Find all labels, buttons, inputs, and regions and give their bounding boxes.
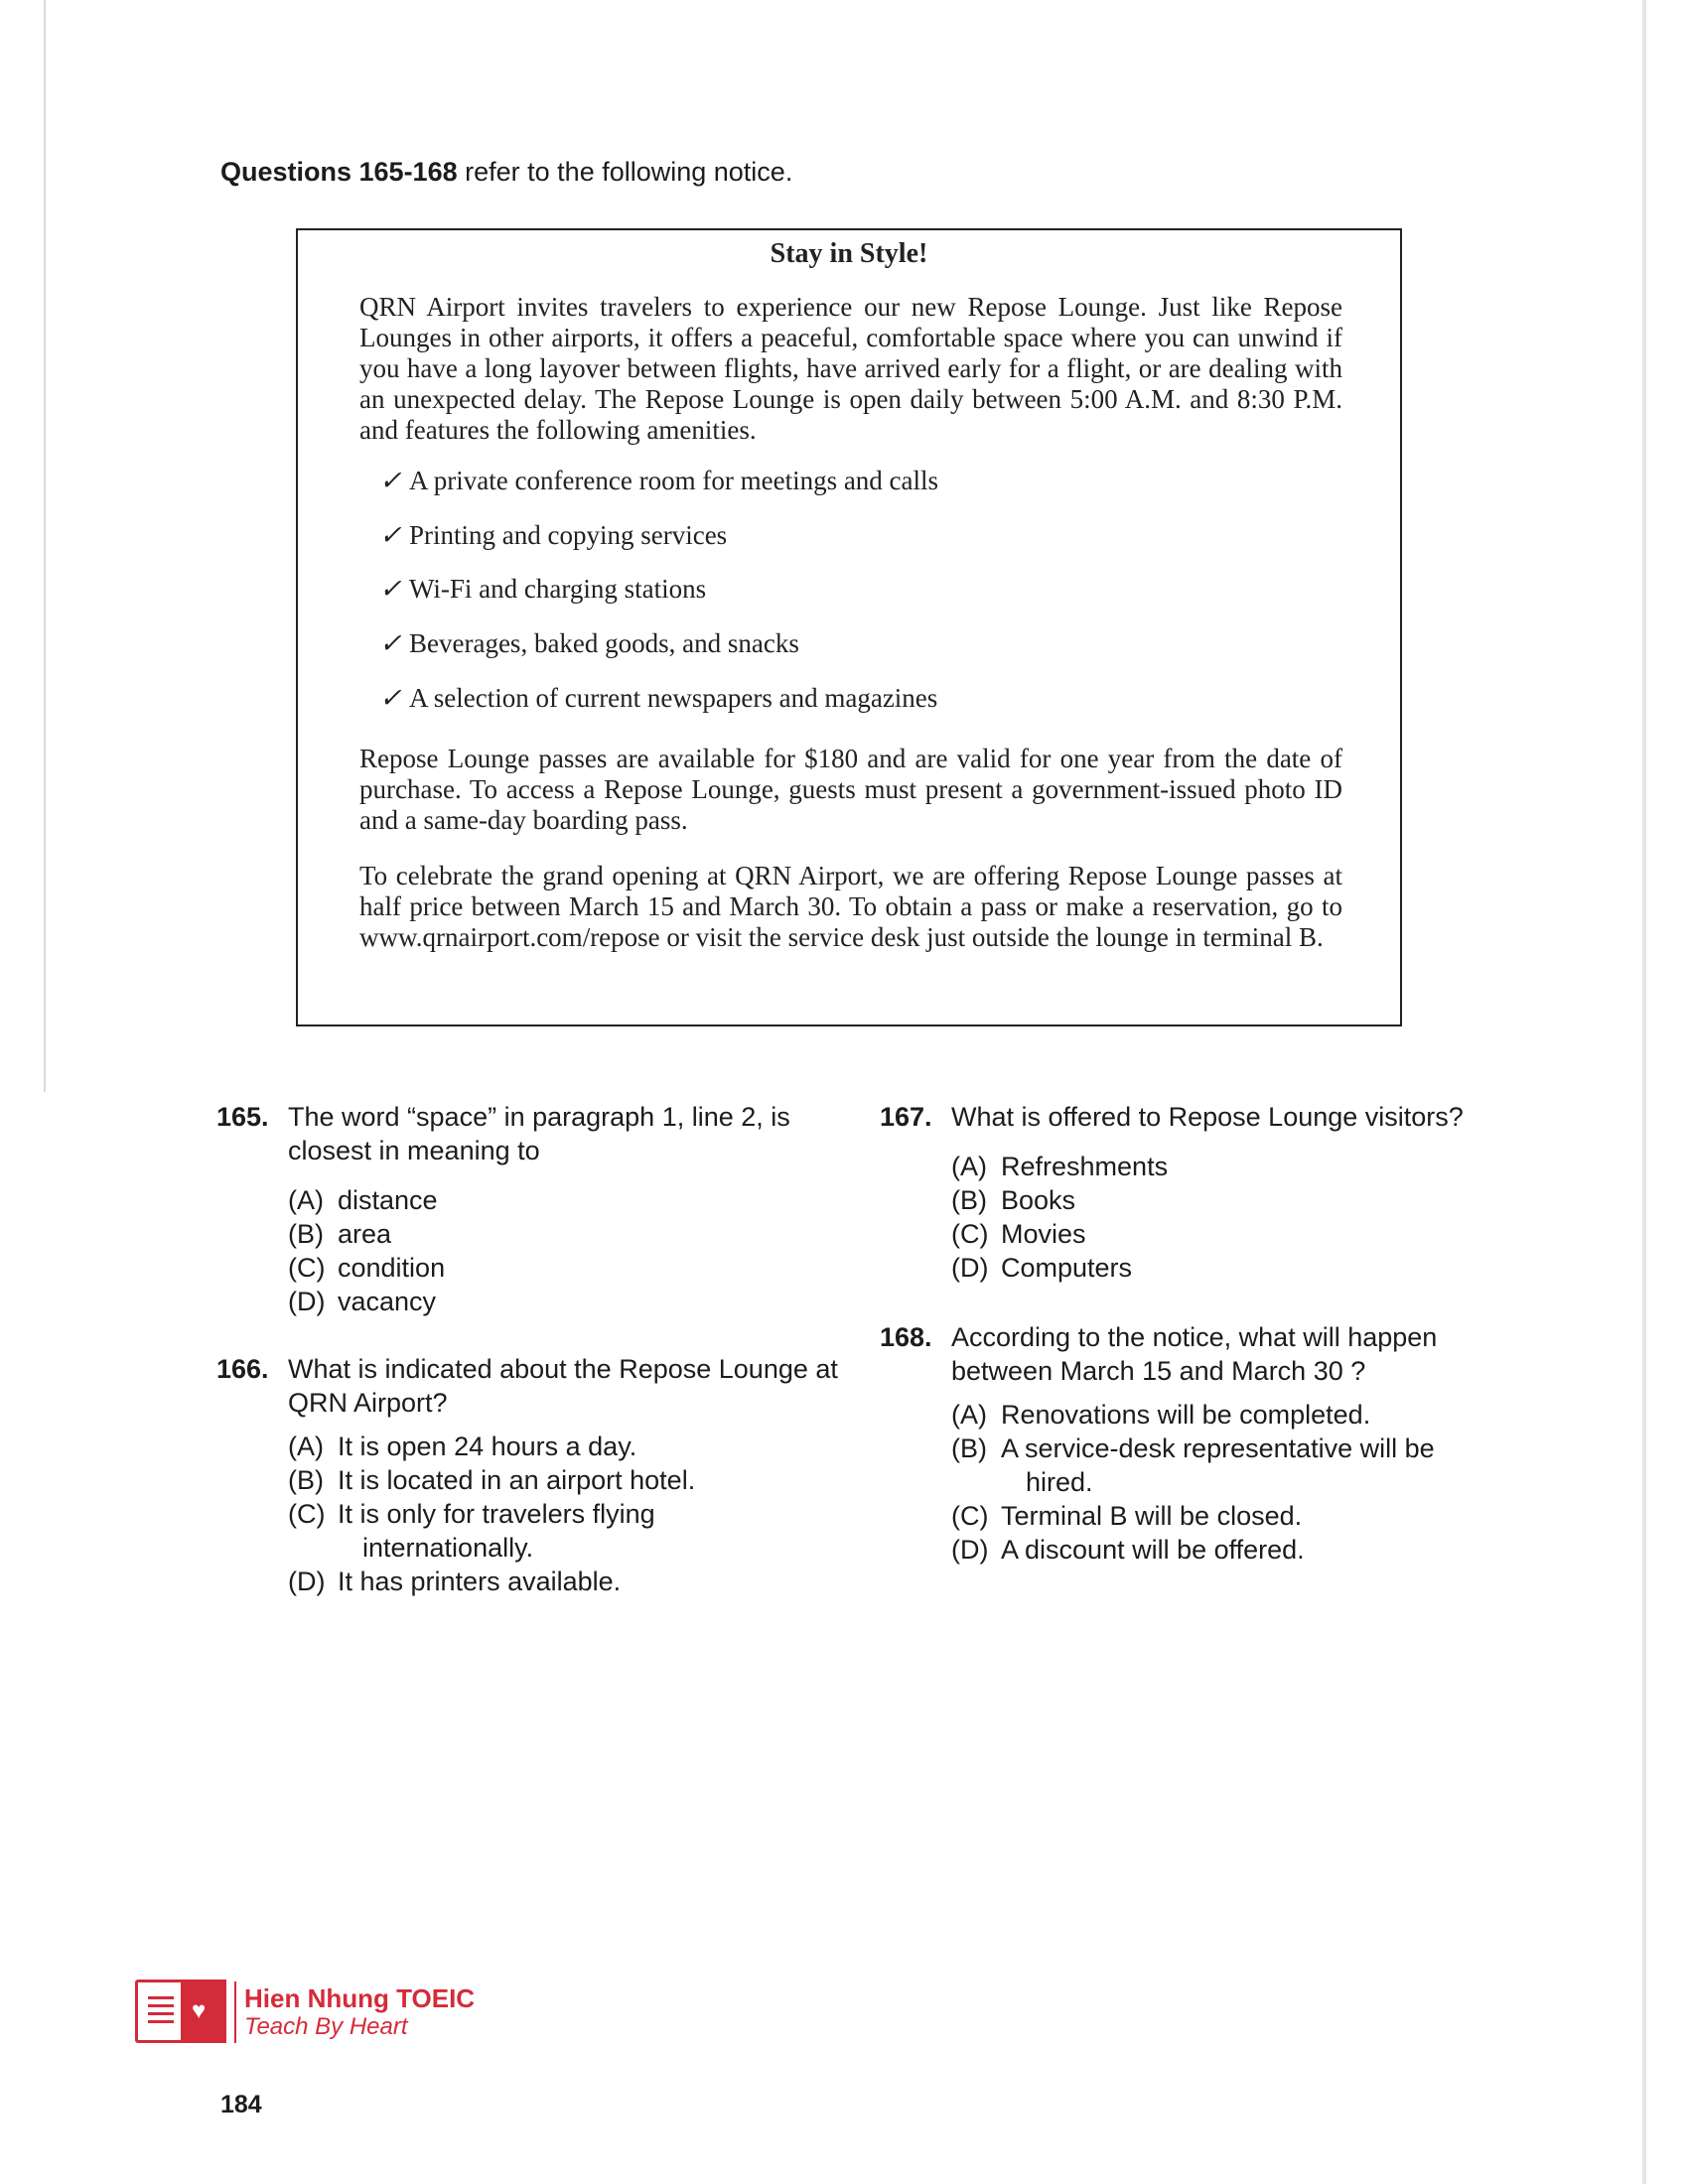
brand-name: Hien Nhung TOEIC [244,1983,476,2013]
option-text: vacancy [338,1287,437,1316]
notice-paragraph-1: QRN Airport invites travelers to experience our new Repose Lounge. Just like Repose Lounges in other airports, it offers a peaceful, comfortable space where you can unwind if you have a long layover between flights, have arrived early for a flight, or are dealing with an unexpected delay. The Repose Lounge is open daily between 5:00 A.M. and 8:30 P.M. and features the following amenities. [359,292,1342,445]
answer-option[interactable] [288,1217,844,1251]
option-text: Movies [1001,1219,1086,1249]
option-label: (C) [951,1219,989,1249]
question-number: 166. [216,1354,269,1384]
question-number: 165. [216,1102,269,1132]
option-label: (B) [288,1465,324,1495]
option-text-continued: hired. [1026,1467,1093,1497]
check-icon: ✓ [379,683,402,713]
amenity-item [379,520,727,551]
brand-tagline: Teach By Heart [244,2013,408,2040]
option-label: (B) [951,1185,987,1215]
option-text: Computers [1001,1253,1133,1283]
answer-option[interactable] [288,1285,844,1318]
option-label: (A) [951,1400,987,1430]
question-stem: According to the notice, what will happen between March 15 and March 30 ? [951,1322,1438,1386]
option-text: It has printers available. [338,1567,622,1596]
option-label: (C) [951,1501,989,1531]
book-heart-icon: ♥ [135,1979,226,2043]
option-text: Books [1001,1185,1076,1215]
option-label: (A) [951,1152,987,1181]
option-label: (D) [951,1535,989,1565]
answer-option[interactable] [951,1432,1507,1499]
answer-option[interactable] [288,1463,844,1497]
answer-option[interactable] [288,1183,844,1217]
option-text: Renovations will be completed. [1001,1400,1371,1430]
question-stem: What is offered to Repose Lounge visitors? [951,1102,1464,1132]
option-label: (D) [288,1567,326,1596]
page-number: 184 [220,2091,262,2118]
option-label: (A) [288,1185,324,1215]
questions-range: Questions 165-168 [220,157,458,187]
option-text: distance [338,1185,438,1215]
brand-logo [135,1976,492,2055]
answer-option[interactable] [288,1565,844,1598]
intro-text: refer to the following notice. [465,157,793,187]
answer-option[interactable] [951,1150,1507,1183]
amenity-item [379,466,938,496]
option-text: A service-desk representative will be [1001,1433,1435,1463]
option-label: (B) [951,1433,987,1463]
amenity-item [379,628,799,659]
amenity-text: Wi-Fi and charging stations [409,574,707,604]
logo-divider [234,1981,236,2043]
option-label: (B) [288,1219,324,1249]
answer-option[interactable] [951,1251,1507,1285]
option-text: A discount will be offered. [1001,1535,1305,1565]
option-label: (C) [288,1499,326,1529]
question-stem: What is indicated about the Repose Lounge at QRN Airport? [288,1354,838,1418]
notice-paragraph-3: To celebrate the grand opening at QRN Airport, we are offering Repose Lounge passes at half price between March 15 and March 30. To obtain a pass or make a reservation, go to www.qrnairport.com/repose or visit the service desk just outside the lounge in terminal B. [359,861,1342,952]
notice-box [296,228,1402,1026]
option-text-continued: internationally. [362,1533,534,1563]
option-text: It is only for travelers flying [338,1499,655,1529]
questions-intro [220,157,792,188]
option-text: Refreshments [1001,1152,1169,1181]
option-label: (D) [288,1287,326,1316]
amenity-item [379,574,706,605]
option-label: (D) [951,1253,989,1283]
amenity-text: Beverages, baked goods, and snacks [409,628,799,658]
check-icon: ✓ [379,628,402,658]
check-icon: ✓ [379,574,402,604]
option-text: It is open 24 hours a day. [338,1432,637,1461]
answer-option[interactable] [951,1217,1507,1251]
check-icon: ✓ [379,466,402,495]
amenity-text: A selection of current newspapers and magazines [409,683,938,713]
answer-option[interactable] [951,1533,1507,1567]
option-text: Terminal B will be closed. [1001,1501,1303,1531]
amenity-item [379,683,937,714]
answer-option[interactable] [951,1183,1507,1217]
question-number: 167. [880,1102,932,1132]
question-stem: The word “space” in paragraph 1, line 2, is closest in meaning to [288,1102,790,1165]
notice-paragraph-2: Repose Lounge passes are available for $180 and are valid for one year from the date of purchase. To access a Repose Lounge, guests must present a government-issued photo ID and a same-day boarding pass. [359,744,1342,835]
notice-title: Stay in Style! [770,238,928,269]
amenity-text: A private conference room for meetings and calls [409,466,939,495]
page-edge-left [44,0,46,1092]
option-text: area [338,1219,392,1249]
answer-option[interactable] [951,1398,1507,1432]
option-label: (A) [288,1432,324,1461]
check-icon: ✓ [379,520,402,550]
option-text: condition [338,1253,446,1283]
question-number: 168. [880,1322,932,1352]
amenity-text: Printing and copying services [409,520,728,550]
option-label: (C) [288,1253,326,1283]
answer-option[interactable] [288,1430,844,1463]
page-edge-right [1642,0,1646,2184]
answer-option[interactable] [288,1497,844,1565]
answer-option[interactable] [951,1499,1507,1533]
answer-option[interactable] [288,1251,844,1285]
option-text: It is located in an airport hotel. [338,1465,696,1495]
